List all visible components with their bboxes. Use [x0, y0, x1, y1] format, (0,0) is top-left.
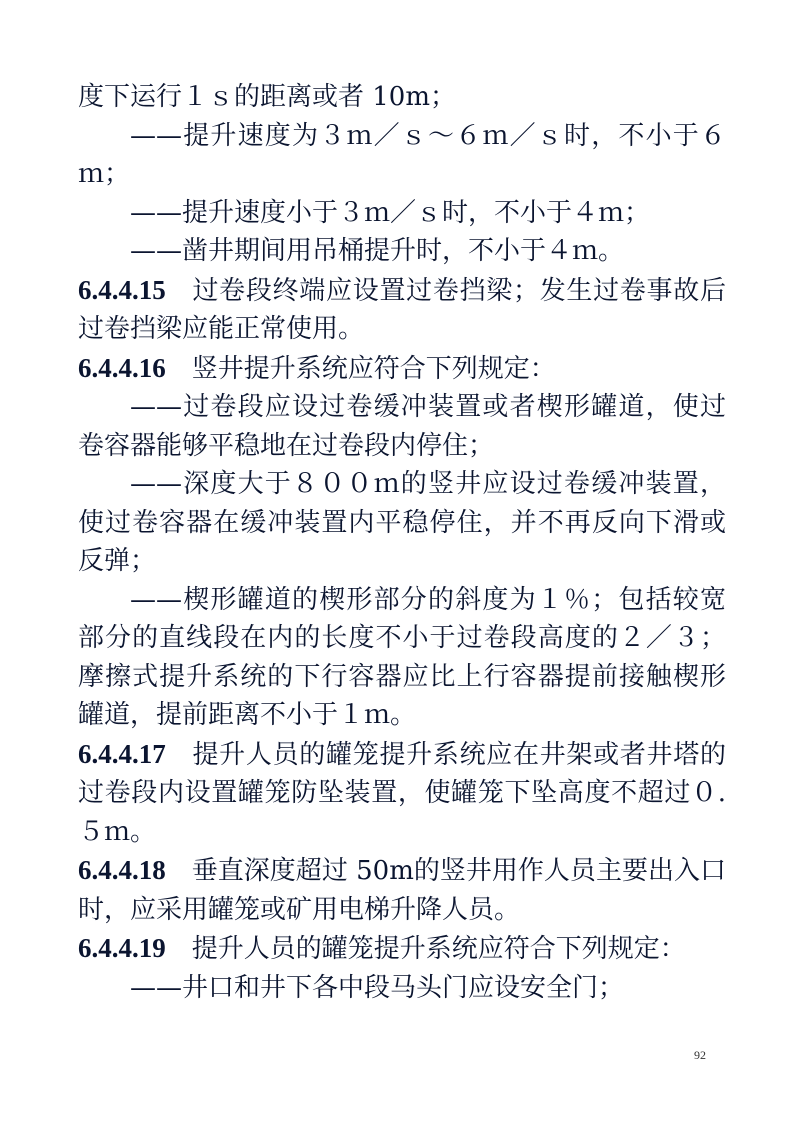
clause-number: 6.4.4.18 [78, 855, 166, 885]
paragraph-2: ——提升速度为３ｍ／ｓ～６ｍ／ｓ时，不小于６ｍ； [78, 120, 726, 189]
paragraph-4: ——凿井期间用吊桶提升时，不小于４ｍ。 [130, 236, 625, 266]
clause-number: 6.4.4.19 [78, 933, 166, 963]
paragraph-8: ——深度大于８００ｍ的竖井应设过卷缓冲装置，使过卷容器在缓冲装置内平稳停住，并不再反向下滑或反弹； [78, 469, 726, 576]
paragraph-1: 度下运行１ｓ的距离或者 10m； [78, 82, 457, 112]
clause-text: 过卷段终端应设置过卷挡梁；发生过卷事故后过卷挡梁应能正常使用。 [78, 275, 726, 344]
clause-text: 垂直深度超过 50m的竖井用作人员主要出入口时，应采用罐笼或矿用电梯升降人员。 [78, 856, 726, 925]
clause-6-4-4-16 [78, 349, 726, 389]
paragraph-9: ——楔形罐道的楔形部分的斜度为１％；包括较宽部分的直线段在内的长度不小于过卷段高度的２／３；摩擦式提升系统的下行容器应比上行容器提前接触楔形罐道，提前距离不小于１ｍ。 [78, 584, 726, 730]
clause-text: 提升人员的罐笼提升系统应在井架或者井塔的过卷段内设置罐笼防坠装置，使罐笼下坠高度不超过０.５ｍ。 [78, 739, 726, 847]
clause-6-4-4-17 [78, 735, 726, 852]
clause-6-4-4-18 [78, 851, 726, 929]
clause-number: 6.4.4.15 [78, 274, 166, 305]
page-number: 92 [694, 1048, 706, 1062]
paragraph-13: ——井口和井下各中段马头门应设安全门； [130, 972, 625, 1003]
clause-number: 6.4.4.16 [78, 352, 166, 383]
body-text [78, 78, 726, 1007]
clause-6-4-4-15 [78, 271, 726, 349]
clause-6-4-4-19 [78, 929, 726, 969]
clause-text: 竖井提升系统应符合下列规定： [191, 353, 556, 384]
clause-text: 提升人员的罐笼提升系统应符合下列规定： [191, 934, 686, 964]
clause-number: 6.4.4.17 [78, 738, 166, 769]
paragraph-7: ——过卷段应设过卷缓冲装置或者楔形罐道，使过卷容器能够平稳地在过卷段内停住； [78, 392, 726, 461]
paragraph-3: ——提升速度小于３ｍ／ｓ时，不小于４ｍ； [130, 197, 651, 228]
